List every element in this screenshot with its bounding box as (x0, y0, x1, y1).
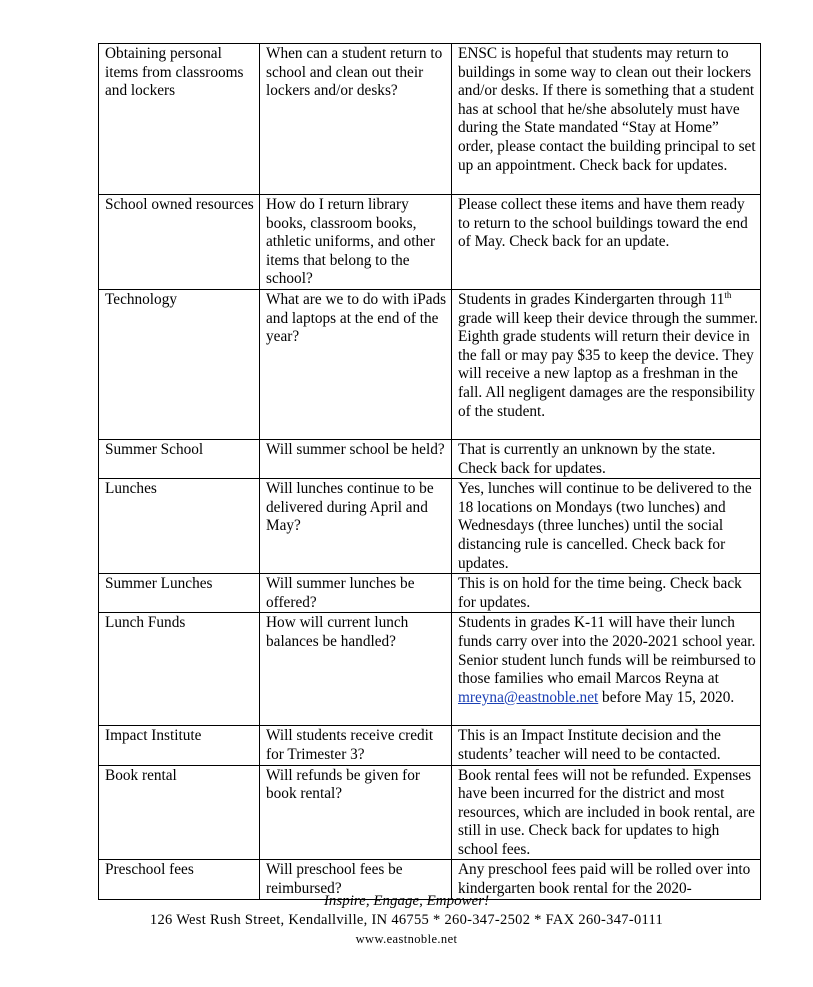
footer-motto: Inspire, Engage, Empower! (323, 893, 490, 909)
table-row (99, 726, 761, 765)
table-row (99, 439, 761, 478)
answer-cell (452, 289, 761, 439)
table-row (99, 613, 761, 726)
question-cell: Will preschool fees be reimbursed? (260, 860, 452, 899)
topic-cell: Summer Lunches (99, 574, 260, 613)
question-cell: What are we to do with iPads and laptops at the end of the year? (260, 289, 452, 439)
question-cell: When can a student return to school and clean out their lockers and/or desks? (260, 44, 452, 195)
answer-cell: This is on hold for the time being. Check back for updates. (452, 574, 761, 613)
table-row (99, 44, 761, 195)
question-cell: How will current lunch balances be handled? (260, 613, 452, 726)
topic-cell: Lunch Funds (99, 613, 260, 726)
footer-address: 126 West Rush Street, Kendallville, IN 46755 * 260-347-2502 * FAX 260-347-0111 (149, 912, 664, 928)
topic-cell: School owned resources (99, 195, 260, 290)
answer-cell: That is currently an unknown by the state. Check back for updates. (452, 439, 761, 478)
table-row (99, 289, 761, 439)
answer-cell: ENSC is hopeful that students may return to buildings in some way to clean out their lockers and/or desks. If there is something that a student has at school that he/she absolutely must have during the State mandated “Stay at Home” order, please contact the building principal to set up an appointment. Check back for updates. (452, 44, 761, 195)
topic-cell: Obtaining personal items from classrooms and lockers (99, 44, 260, 195)
answer-text: grade will keep their device through the summer. Eighth grade students will return their device in the fall or may pay $35 to keep the device. They will receive a new laptop as a freshman in the fall. All negligent damages are the responsibility of the student. (458, 309, 758, 420)
question-cell: How do I return library books, classroom books, athletic uniforms, and other items that belong to the school? (260, 195, 452, 290)
question-cell: Will summer lunches be offered? (260, 574, 452, 613)
answer-cell: Yes, lunches will continue to be delivered to the 18 locations on Mondays (two lunches) and Wednesdays (three lunches) until the social distancing rule is cancelled. Check back for updates. (452, 479, 761, 574)
answer-text: Students in grades K-11 will have their lunch funds carry over into the 2020-2021 school year. Senior student lunch funds will be reimbursed to those families who email Marcos Reyna at (458, 614, 756, 688)
answer-text: before May 15, 2020. (598, 688, 735, 706)
answer-text: Students in grades Kindergarten through 11 (458, 290, 725, 308)
question-cell: Will students receive credit for Trimester 3? (260, 726, 452, 765)
question-cell: Will summer school be held? (260, 439, 452, 478)
answer-cell (452, 613, 761, 726)
table-row (99, 195, 761, 290)
question-cell: Will lunches continue to be delivered during April and May? (260, 479, 452, 574)
answer-cell: Any preschool fees paid will be rolled over into kindergarten book rental for the 2020- (452, 860, 761, 899)
ordinal-suffix: th (724, 289, 732, 300)
topic-cell: Lunches (99, 479, 260, 574)
topic-cell: Book rental (99, 765, 260, 860)
table-row (99, 479, 761, 574)
topic-cell: Summer School (99, 439, 260, 478)
topic-cell: Technology (99, 289, 260, 439)
question-cell: Will refunds be given for book rental? (260, 765, 452, 860)
topic-cell: Impact Institute (99, 726, 260, 765)
faq-table (98, 43, 761, 900)
topic-cell: Preschool fees (99, 860, 260, 899)
answer-cell: Please collect these items and have them ready to return to the school buildings toward the end of May. Check back for an update. (452, 195, 761, 290)
email-link[interactable]: mreyna@eastnoble.net (458, 688, 599, 706)
answer-cell: This is an Impact Institute decision and the students’ teacher will need to be contacted. (452, 726, 761, 765)
footer-website: www.eastnoble.net (355, 932, 458, 946)
answer-cell: Book rental fees will not be refunded. Expenses have been incurred for the district and most resources, which are included in book rental, are still in use. Check back for updates to high school fees. (452, 765, 761, 860)
table-row (99, 574, 761, 613)
table-row (99, 765, 761, 860)
